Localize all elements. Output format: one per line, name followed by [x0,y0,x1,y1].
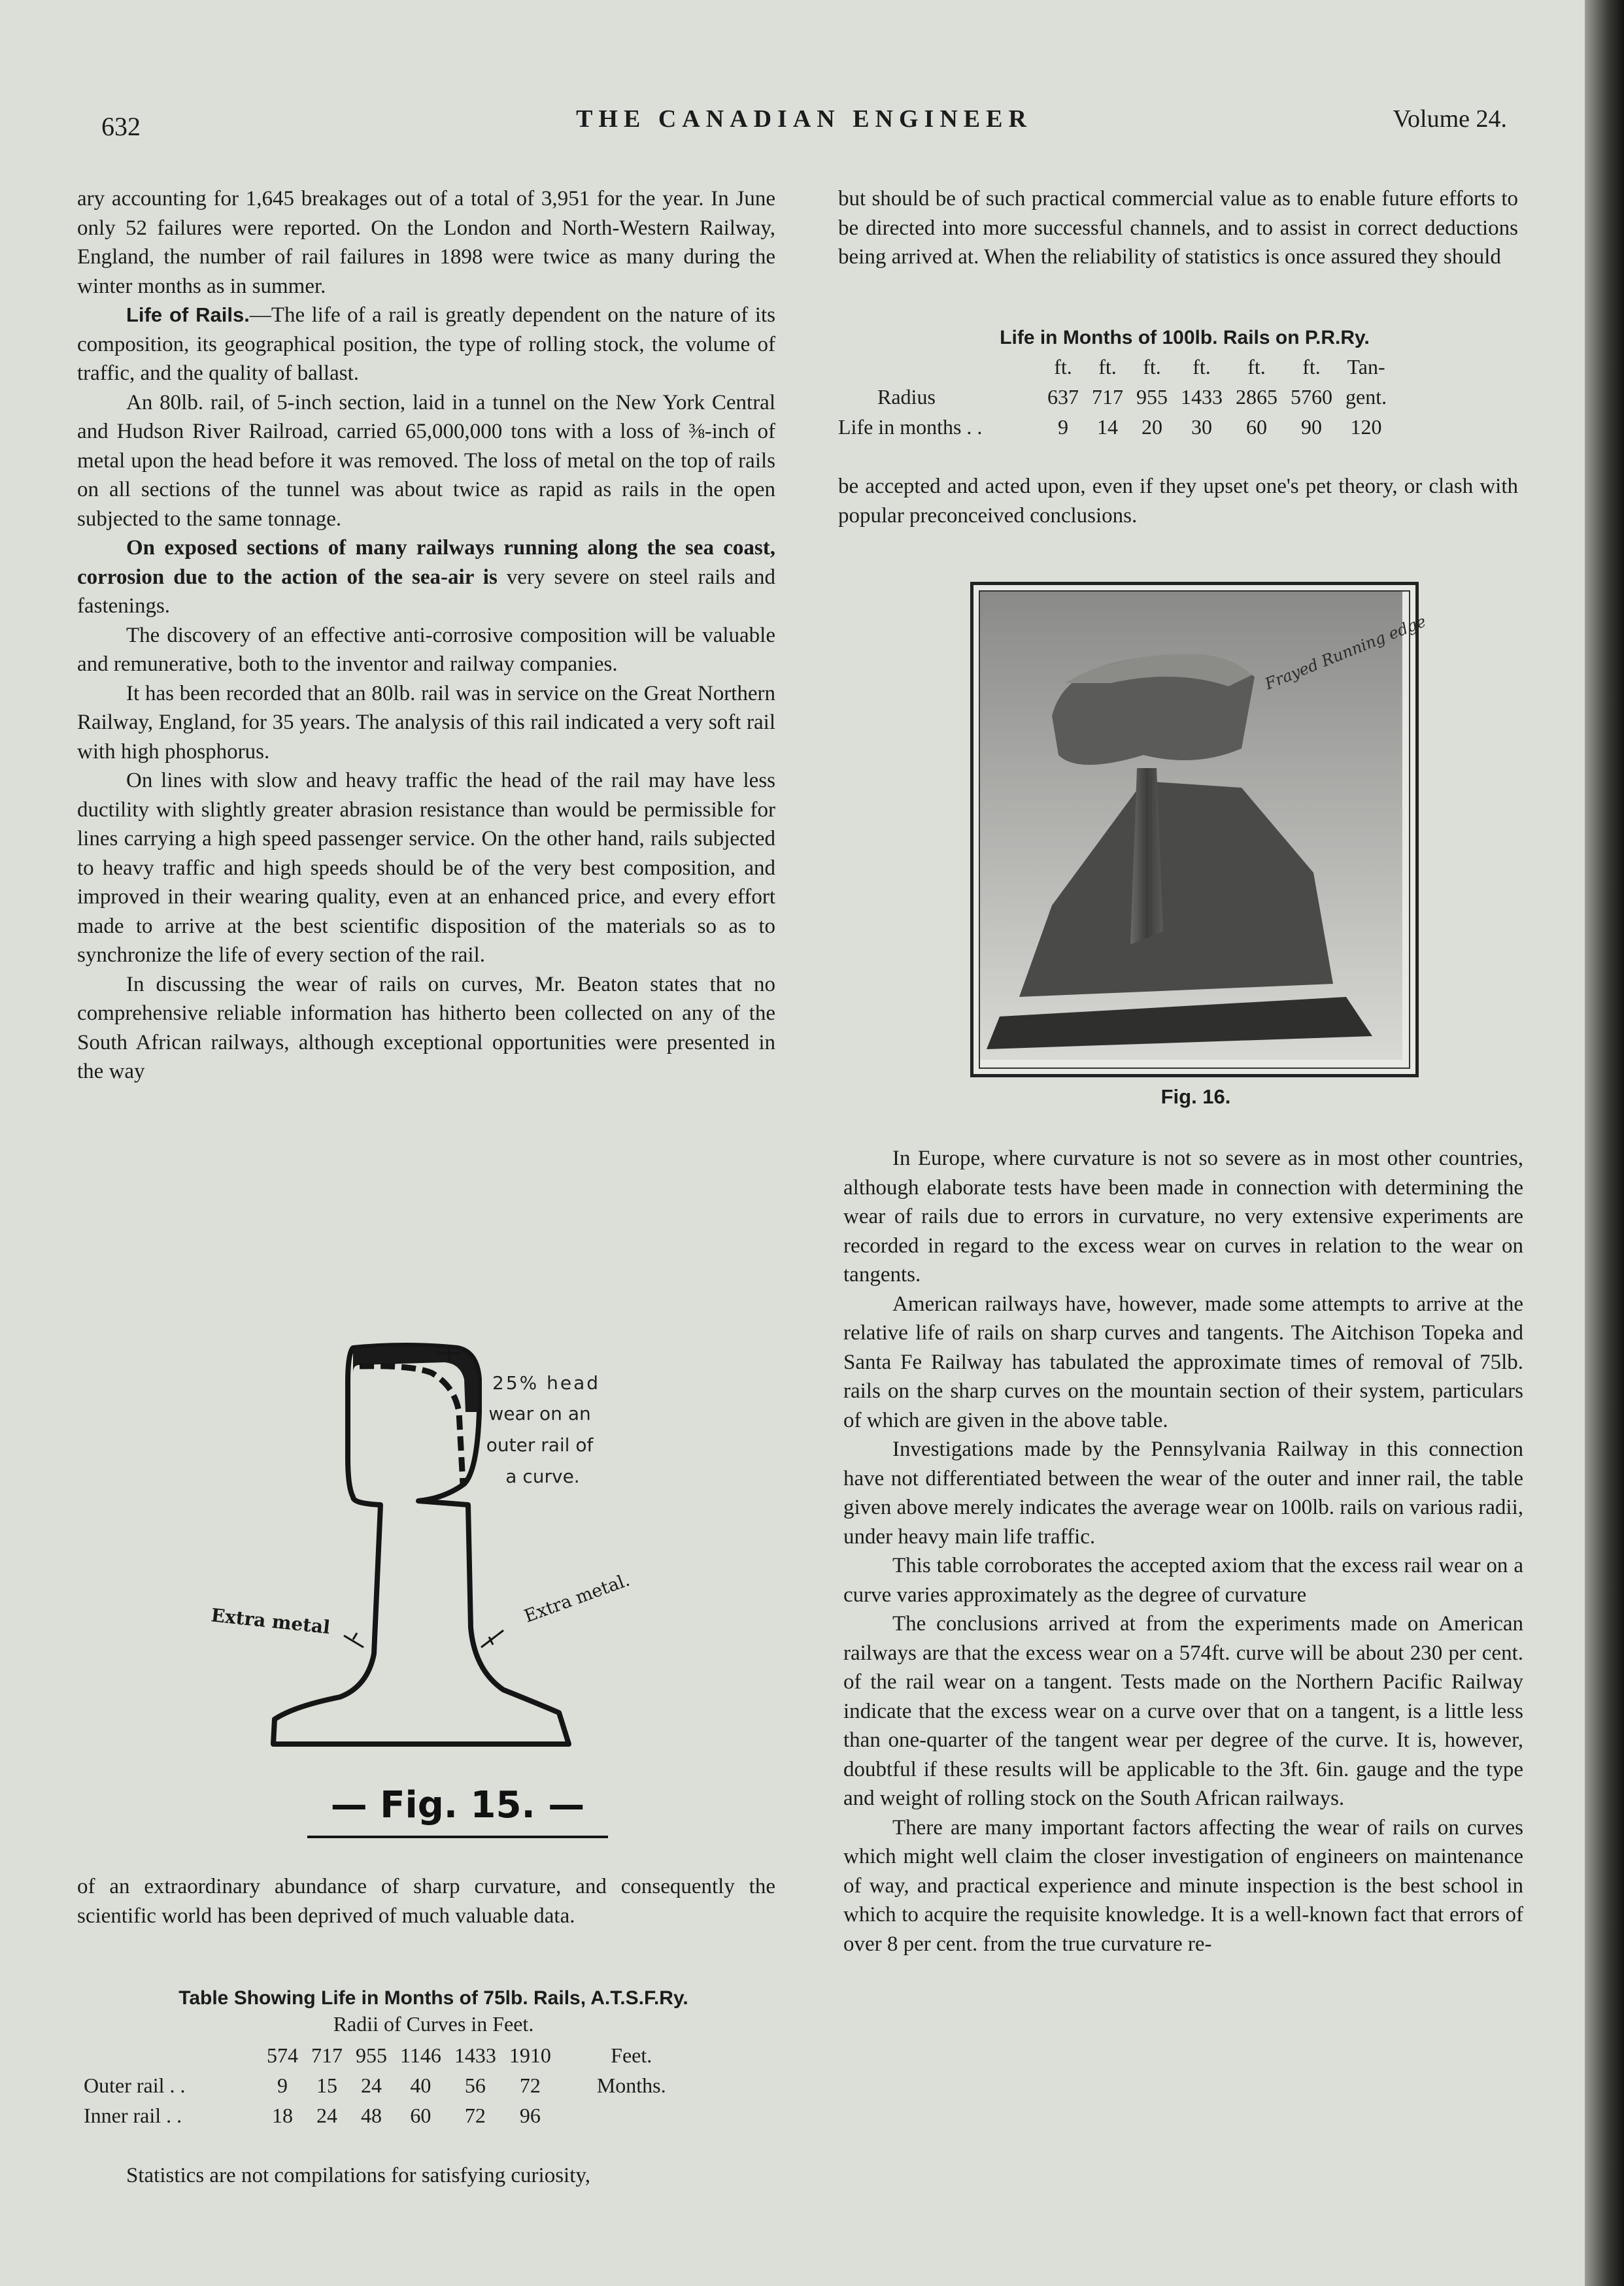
table-cell: ft. [1143,354,1161,378]
table-row [84,2100,673,2130]
worn-profile-line [360,1366,463,1484]
table-cell: 48 [361,2103,382,2127]
atsf-table-subtitle: Radii of Curves in Feet. [333,2012,534,2036]
paragraph: This table corroborates the accepted axiom that the excess rail wear on a curve varies approximately as the degree of curvature [843,1554,1523,1607]
table-cell: 18 [272,2103,293,2127]
left-column-top [77,184,775,1086]
prr-table-block [838,327,1531,442]
table-cell: 955 [1136,384,1168,409]
right-column-top [838,184,1518,272]
paragraph: There are many important factors affecting the wear of rails on curves which might well claim the closer investigation of engineers on maintenance of way, and practical experience and minute inspection is the best school in which to acquire the requisite knowledge. It is a well-known fact that errors of over 8 per cent. from the true curvature re- [843,1815,1523,1956]
section-heading: Life of Rails. [126,303,250,326]
volume-label: Volume 24. [1393,105,1507,133]
fig15-rail-section-drawing [196,1320,706,1883]
atsf-table-block [84,1987,783,2130]
paragraph-life-of-rails [77,301,775,388]
right-column-after-table [838,472,1518,530]
table-cell: 120 [1350,414,1382,439]
table-cell: 20 [1142,414,1162,439]
row-label: Radius [877,384,936,409]
table-cell: 60 [1246,414,1267,439]
table-cell: 1910 [509,2043,551,2067]
table-cell: 5760 [1291,384,1332,409]
table-cell: 9 [1058,414,1068,439]
atsf-table-title: Table Showing Life in Months of 75lb. Rails, A.T.S.F.Ry. [178,1987,688,2009]
table-cell: 40 [410,2073,431,2097]
paragraph: The discovery of an effective anti-corrosive composition will be valuable and remunerative, both to the inventor and railway companies. [77,623,775,676]
table-cell: ft. [1247,354,1266,378]
table-cell: 30 [1191,414,1212,439]
journal-title: THE CANADIAN ENGINEER [576,105,1032,133]
left-column-bottom [77,2161,775,2191]
paragraph: but should be of such practical commercial value as to enable future efforts to be directed into more successful channels, and to assist in correct deductions being arrived at. When the reliability of statistics is once assured they should [838,187,1518,269]
fig15-caption: — Fig. 15. — [330,1784,585,1826]
table-cell: gent. [1345,384,1387,409]
table-cell: 574 [267,2043,298,2067]
paragraph: In Europe, where curvature is not so severe as in most other countries, although elaborate tests have been made in connection with determining the wear of rails due to errors in curvature, no very extensive experiments are recorded in regard to the excess wear on curves in relation to the wear on tangents. [843,1147,1523,1286]
paragraph-text: —The life of a rail is greatly dependent on the nature of its composition, its geographical position, the type of rolling stock, the volume of traffic, and the quality of ballast. [77,303,775,385]
prr-table-title: Life in Months of 100lb. Rails on P.R.Ry. [1000,327,1370,348]
table-cell: 60 [410,2103,431,2127]
table-cell: ft. [1193,354,1211,378]
fig15-label-extra-metal-left: Extra metal [210,1604,331,1639]
paragraph-text: very severe on steel rails and fastenings. [77,565,775,618]
table-cell: 96 [519,2103,541,2127]
table-cell: 72 [519,2073,541,2097]
row-label: Outer rail . . [84,2073,186,2097]
paragraph-sea-coast [77,533,775,621]
paragraph: ary accounting for 1,645 breakages out of a total of 3,951 for the year. In June only 52 failures were reported. On the London and North-Western Railway, England, the number of rail failures in 1898 were twice as many during the winter months as in summer. [77,187,775,298]
paragraph: Statistics are not compilations for satisfying curiosity, [126,2164,590,2187]
table-cell: 9 [277,2073,288,2097]
table-cell: 1433 [454,2043,496,2067]
fig15-annotation-head: 25% head wear on an outer rail of a curve. [486,1372,601,1487]
table-cell: 1433 [1181,384,1223,409]
table-row [838,382,1393,412]
table-cell: 24 [316,2103,337,2127]
table-cell: 1146 [400,2043,441,2067]
table-cell: 24 [361,2073,382,2097]
table-cell: 72 [464,2103,486,2127]
table-cell [558,2100,673,2130]
page-header [101,98,1507,144]
left-column-after-fig15 [77,1872,775,1930]
table-cell: ft. [1302,354,1321,378]
table-cell: Months. [596,2073,666,2097]
prr-table [838,352,1393,442]
right-column-bottom [843,1144,1523,1958]
fig16-photo-annotation: Frayed Running edge [1262,612,1429,694]
paragraph: of an extraordinary abundance of sharp curvature, and consequently the scientific world has been deprived of much valuable data. [77,1875,775,1928]
table-cell: ft. [1098,354,1117,378]
table-cell: 955 [356,2043,387,2067]
fig16-photo-frame [970,582,1429,1077]
table-cell: 717 [1092,384,1123,409]
table-cell: ft. [1054,354,1072,378]
table-cell: 14 [1097,414,1118,439]
paragraph: In discussing the wear of rails on curves, Mr. Beaton states that no comprehensive reliable information has hitherto been collected on any of the South African railways, although exceptional opportunities were presented in the way [77,972,775,1083]
paragraph: Investigations made by the Pennsylvania Railway in this connection have not differentiated between the wear of the outer and inner rail, the table given above merely indicates the average wear on 100lb. rails on various radii, under heavy main life traffic. [843,1437,1523,1549]
table-cell: 637 [1047,384,1079,409]
table-cell: Tan- [1347,354,1385,378]
row-label: Inner rail . . [84,2103,182,2127]
paragraph: be accepted and acted upon, even if they upset one's pet theory, or clash with popular preconceived conclusions. [838,475,1518,528]
table-cell: 56 [464,2073,486,2097]
page-number: 632 [101,112,141,141]
table-row [84,2070,673,2100]
fig16-photo-art [980,592,1429,1060]
fig15-label-extra-metal-right: Extra metal. [521,1570,633,1627]
table-cell: 90 [1301,414,1322,439]
paragraph: An 80lb. rail, of 5-inch section, laid in a tunnel on the New York Central and Hudson River Railroad, carried 65,000,000 tons with a loss of ⅜-inch of metal upon the head before it was removed. The loss of metal on the top of rails on all sections of the tunnel was about twice as rapid as rails in the open subjected to the same tonnage. [77,390,775,531]
table-cell: 2865 [1236,384,1277,409]
paragraph: On lines with slow and heavy traffic the head of the rail may have less ductility with slightly greater abrasion resistance than would be permissible for lines carrying a high speed passenger service. On the other hand, rails subjected to heavy traffic and high speeds should be of the very best composition, and improved in their wearing quality, even at an enhanced price, and every effort made to arrive at the best scientific disposition of the materials so as to synchronize the life of every section of the rail. [77,769,775,967]
table-row [838,352,1393,382]
paragraph: American railways have, however, made some attempts to arrive at the relative life of rails on sharp curves and tangents. The Aitchison Topeka and Santa Fe Railway has tabulated the approximate times of removal of 75lb. rails on the sharp curves on the mountain section of their system, particulars of which are given in the above table. [843,1292,1523,1432]
table-row [84,2040,673,2070]
fig16-caption: Fig. 16. [1160,1085,1231,1108]
table-row [838,412,1393,442]
atsf-table [84,2040,673,2130]
row-label: Life in months . . [838,414,983,439]
paragraph-bold-text: On exposed sections of many railways running along the sea coast, corrosion due to the action of the sea-air is [77,536,775,589]
table-cell: 15 [316,2073,337,2097]
paragraph: The conclusions arrived at from the experiments made on American railways are that the excess wear on a 574ft. curve will be about 230 per cent. of the rail wear on a tangent. Tests made on the Northern Pacific Railway indicate that the excess wear on a curve over that on a tangent, is a little less than one-quarter of the tangent wear per degree of the curve. It is, however, doubtful if these results will be applicable to the 3ft. 6in. gauge and the type and weight of rolling stock on the South African railways. [843,1612,1523,1810]
paragraph: It has been recorded that an 80lb. rail was in service on the Great Northern Railway, England, for 35 years. The analysis of this rail indicated a very soft rail with high phosphorus. [77,681,775,764]
book-spine-shadow [1585,0,1624,2286]
table-cell: Feet. [611,2043,652,2067]
table-cell: 717 [311,2043,343,2067]
fig16-photo [979,590,1429,1069]
